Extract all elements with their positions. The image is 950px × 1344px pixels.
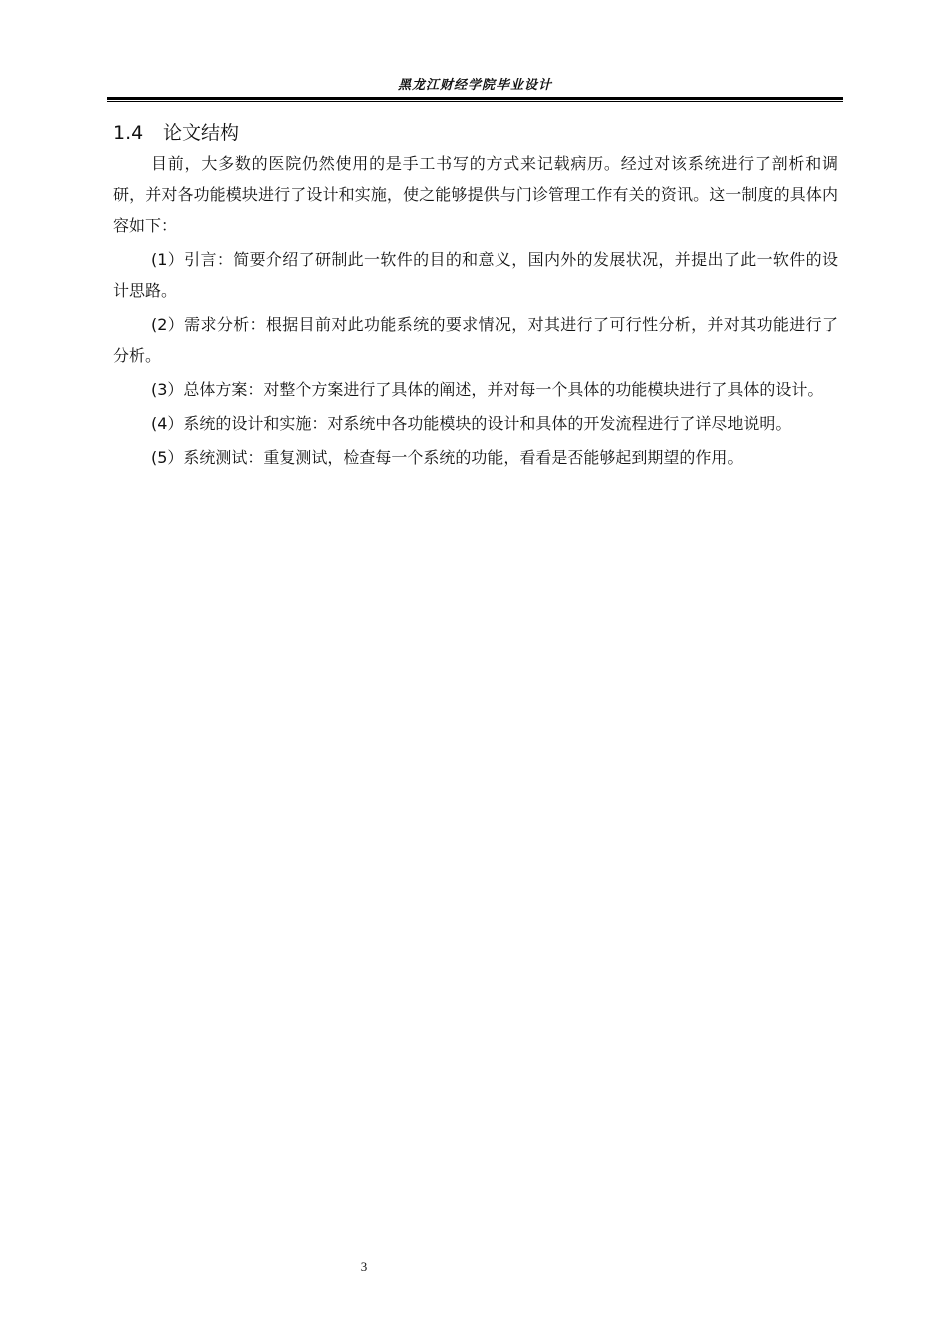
list-item-5: (5）系统测试：重复测试，检查每一个系统的功能，看看是否能够起到期望的作用。 xyxy=(151,448,744,467)
list-item-3: (3）总体方案：对整个方案进行了具体的阐述，并对每一个具体的功能模块进行了具体的设计。 xyxy=(151,380,824,399)
list-item-2: (2）需求分析：根据目前对此功能系统的要求情况，对其进行了可行性分析，并对其功能进行了分析。 xyxy=(113,315,838,365)
page-number: 3 xyxy=(360,1259,368,1274)
header-rule-thin xyxy=(107,101,843,102)
intro-paragraph: 目前，大多数的医院仍然使用的是手工书写的方式来记载病历。经过对该系统进行了剖析和调研，并对各功能模块进行了设计和实施，使之能够提供与门诊管理工作有关的资讯。这一制度的具体内容如下： xyxy=(113,154,838,235)
list-item-4: (4）系统的设计和实施：对系统中各功能模块的设计和具体的开发流程进行了详尽地说明。 xyxy=(151,414,792,433)
section-title: 论文结构 xyxy=(163,122,240,144)
header-rule-thick xyxy=(107,97,843,100)
body-text xyxy=(113,148,838,473)
section-number: 1.4 xyxy=(113,122,144,144)
list-item-1: (1）引言：简要介绍了研制此一软件的目的和意义，国内外的发展状况，并提出了此一软件的设计思路。 xyxy=(113,250,838,300)
page-header: 黑龙江财经学院毕业设计 xyxy=(397,78,552,93)
section-heading xyxy=(113,118,239,145)
